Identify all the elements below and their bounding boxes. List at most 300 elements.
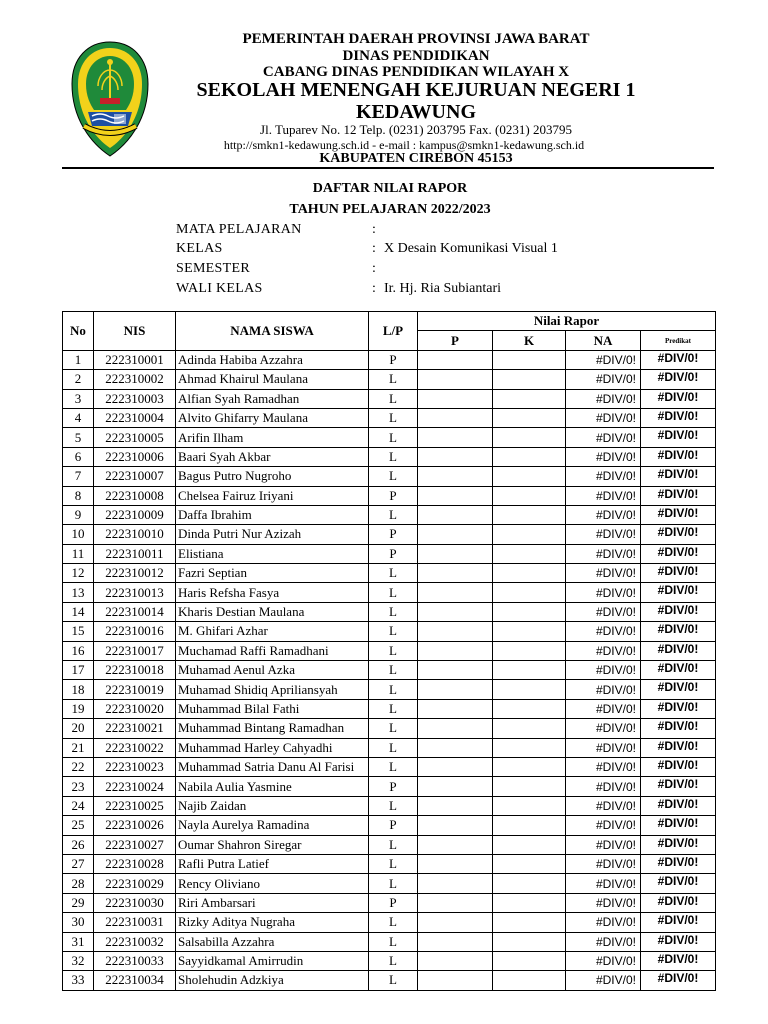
- col-header-report-grades: Nilai Rapor: [418, 312, 716, 331]
- cell-no: 10: [63, 525, 94, 544]
- cell-no: 24: [63, 796, 94, 815]
- cell-nis: 222310034: [94, 971, 176, 990]
- cell-gender: L: [369, 641, 418, 660]
- cell-gender: L: [369, 951, 418, 970]
- cell-k: [493, 467, 566, 486]
- table-row: [63, 719, 716, 738]
- cell-no: 32: [63, 951, 94, 970]
- cell-name: Muhammad Bilal Fathi: [176, 699, 369, 718]
- info-label: KELAS: [176, 241, 223, 256]
- table-row: [63, 641, 716, 660]
- cell-name: Chelsea Fairuz Iriyani: [176, 486, 369, 505]
- cell-na: #DIV/0!: [566, 583, 641, 602]
- info-colon: :: [372, 261, 376, 276]
- cell-name: Bagus Putro Nugroho: [176, 467, 369, 486]
- cell-k: [493, 389, 566, 408]
- cell-no: 12: [63, 564, 94, 583]
- cell-predicate: #DIV/0!: [641, 622, 716, 641]
- cell-predicate: #DIV/0!: [641, 699, 716, 718]
- cell-na: #DIV/0!: [566, 932, 641, 951]
- cell-nis: 222310025: [94, 796, 176, 815]
- cell-gender: P: [369, 816, 418, 835]
- cell-k: [493, 738, 566, 757]
- cell-p: [418, 447, 493, 466]
- school-name-line-2: KEDAWUNG: [355, 101, 476, 123]
- cell-na: #DIV/0!: [566, 641, 641, 660]
- table-row: [63, 525, 716, 544]
- cell-na: #DIV/0!: [566, 816, 641, 835]
- col-header-na: NA: [566, 331, 641, 350]
- cell-p: [418, 796, 493, 815]
- cell-p: [418, 719, 493, 738]
- cell-na: #DIV/0!: [566, 602, 641, 621]
- cell-predicate: #DIV/0!: [641, 641, 716, 660]
- cell-nis: 222310028: [94, 854, 176, 873]
- cell-predicate: #DIV/0!: [641, 835, 716, 854]
- cell-k: [493, 835, 566, 854]
- cell-predicate: #DIV/0!: [641, 544, 716, 563]
- cell-predicate: #DIV/0!: [641, 893, 716, 912]
- table-row: [63, 913, 716, 932]
- cell-gender: P: [369, 525, 418, 544]
- cell-p: [418, 389, 493, 408]
- document-title: DAFTAR NILAI RAPOR: [312, 181, 468, 196]
- cell-na: #DIV/0!: [566, 622, 641, 641]
- cell-na: #DIV/0!: [566, 564, 641, 583]
- cell-p: [418, 835, 493, 854]
- cell-p: [418, 913, 493, 932]
- cell-gender: L: [369, 738, 418, 757]
- cell-name: Muhamad Aenul Azka: [176, 661, 369, 680]
- info-label: MATA PELAJARAN: [176, 222, 302, 237]
- cell-gender: L: [369, 447, 418, 466]
- cell-name: Najib Zaidan: [176, 796, 369, 815]
- cell-predicate: #DIV/0!: [641, 467, 716, 486]
- cell-name: Alfian Syah Ramadhan: [176, 389, 369, 408]
- cell-no: 5: [63, 428, 94, 447]
- cell-p: [418, 777, 493, 796]
- cell-k: [493, 893, 566, 912]
- cell-no: 14: [63, 602, 94, 621]
- cell-p: [418, 932, 493, 951]
- cell-no: 15: [63, 622, 94, 641]
- cell-p: [418, 816, 493, 835]
- cell-k: [493, 932, 566, 951]
- cell-name: Haris Refsha Fasya: [176, 583, 369, 602]
- cell-predicate: #DIV/0!: [641, 428, 716, 447]
- cell-na: #DIV/0!: [566, 893, 641, 912]
- table-row: [63, 428, 716, 447]
- cell-gender: L: [369, 835, 418, 854]
- cell-k: [493, 680, 566, 699]
- cell-nis: 222310011: [94, 544, 176, 563]
- table-row: [63, 389, 716, 408]
- cell-name: Nabila Aulia Yasmine: [176, 777, 369, 796]
- cell-nis: 222310016: [94, 622, 176, 641]
- cell-name: Baari Syah Akbar: [176, 447, 369, 466]
- cell-na: #DIV/0!: [566, 370, 641, 389]
- cell-gender: L: [369, 428, 418, 447]
- info-colon: :: [372, 281, 376, 296]
- cell-no: 6: [63, 447, 94, 466]
- cell-predicate: #DIV/0!: [641, 661, 716, 680]
- cell-predicate: #DIV/0!: [641, 350, 716, 369]
- cell-gender: L: [369, 680, 418, 699]
- info-label: WALI KELAS: [176, 281, 263, 296]
- cell-no: 27: [63, 854, 94, 873]
- cell-na: #DIV/0!: [566, 796, 641, 815]
- cell-predicate: #DIV/0!: [641, 738, 716, 757]
- cell-p: [418, 854, 493, 873]
- cell-nis: 222310004: [94, 408, 176, 427]
- table-row: [63, 816, 716, 835]
- cell-k: [493, 777, 566, 796]
- cell-gender: L: [369, 874, 418, 893]
- cell-gender: P: [369, 350, 418, 369]
- cell-k: [493, 486, 566, 505]
- cell-gender: L: [369, 583, 418, 602]
- cell-p: [418, 428, 493, 447]
- cell-nis: 222310003: [94, 389, 176, 408]
- cell-nis: 222310032: [94, 932, 176, 951]
- info-value: X Desain Komunikasi Visual 1: [384, 241, 558, 256]
- cell-nis: 222310017: [94, 641, 176, 660]
- cell-nis: 222310012: [94, 564, 176, 583]
- cell-k: [493, 602, 566, 621]
- cell-predicate: #DIV/0!: [641, 971, 716, 990]
- cell-na: #DIV/0!: [566, 777, 641, 796]
- table-row: [63, 467, 716, 486]
- cell-gender: L: [369, 719, 418, 738]
- cell-gender: L: [369, 505, 418, 524]
- cell-k: [493, 699, 566, 718]
- table-row: [63, 738, 716, 757]
- department-name: DINAS PENDIDIKAN: [342, 48, 490, 64]
- cell-na: #DIV/0!: [566, 525, 641, 544]
- cell-k: [493, 505, 566, 524]
- col-header-predicate: Predikat: [641, 331, 716, 350]
- cell-p: [418, 699, 493, 718]
- cell-no: 3: [63, 389, 94, 408]
- academic-year: TAHUN PELAJARAN 2022/2023: [289, 202, 491, 217]
- cell-name: Ahmad Khairul Maulana: [176, 370, 369, 389]
- cell-nis: 222310031: [94, 913, 176, 932]
- cell-predicate: #DIV/0!: [641, 680, 716, 699]
- cell-gender: L: [369, 699, 418, 718]
- cell-no: 31: [63, 932, 94, 951]
- cell-no: 29: [63, 893, 94, 912]
- col-header-nis: NIS: [94, 312, 176, 351]
- cell-na: #DIV/0!: [566, 350, 641, 369]
- govt-name: PEMERINTAH DAERAH PROVINSI JAWA BARAT: [242, 31, 590, 47]
- cell-k: [493, 796, 566, 815]
- cell-na: #DIV/0!: [566, 447, 641, 466]
- table-row: [63, 544, 716, 563]
- cell-predicate: #DIV/0!: [641, 816, 716, 835]
- cell-p: [418, 622, 493, 641]
- cell-no: 21: [63, 738, 94, 757]
- cell-k: [493, 408, 566, 427]
- table-row: [63, 951, 716, 970]
- cell-predicate: #DIV/0!: [641, 583, 716, 602]
- cell-gender: L: [369, 661, 418, 680]
- cell-no: 22: [63, 757, 94, 776]
- cell-predicate: #DIV/0!: [641, 389, 716, 408]
- table-row: [63, 408, 716, 427]
- cell-na: #DIV/0!: [566, 913, 641, 932]
- cell-predicate: #DIV/0!: [641, 505, 716, 524]
- cell-gender: L: [369, 389, 418, 408]
- cell-nis: 222310005: [94, 428, 176, 447]
- cell-no: 4: [63, 408, 94, 427]
- cell-name: Elistiana: [176, 544, 369, 563]
- cell-na: #DIV/0!: [566, 874, 641, 893]
- table-row: [63, 583, 716, 602]
- cell-predicate: #DIV/0!: [641, 874, 716, 893]
- cell-k: [493, 428, 566, 447]
- cell-name: Muhammad Satria Danu Al Farisi: [176, 757, 369, 776]
- cell-k: [493, 874, 566, 893]
- cell-predicate: #DIV/0!: [641, 854, 716, 873]
- table-row: [63, 932, 716, 951]
- col-header-p: P: [418, 331, 493, 350]
- info-label: SEMESTER: [176, 261, 250, 276]
- cell-p: [418, 602, 493, 621]
- cell-nis: 222310026: [94, 816, 176, 835]
- cell-k: [493, 757, 566, 776]
- cell-predicate: #DIV/0!: [641, 370, 716, 389]
- cell-na: #DIV/0!: [566, 486, 641, 505]
- cell-no: 25: [63, 816, 94, 835]
- cell-name: Riri Ambarsari: [176, 893, 369, 912]
- table-row: [63, 874, 716, 893]
- cell-name: Muhamad Shidiq Apriliansyah: [176, 680, 369, 699]
- cell-na: #DIV/0!: [566, 757, 641, 776]
- school-name-line-1: SEKOLAH MENENGAH KEJURUAN NEGERI 1: [196, 79, 636, 101]
- table-row: [63, 486, 716, 505]
- cell-nis: 222310033: [94, 951, 176, 970]
- regency-postcode: KABUPATEN CIREBON 45153: [319, 151, 513, 166]
- cell-na: #DIV/0!: [566, 854, 641, 873]
- school-address: Jl. Tuparev No. 12 Telp. (0231) 203795 Fax. (0231) 203795: [260, 122, 572, 137]
- cell-k: [493, 544, 566, 563]
- cell-na: #DIV/0!: [566, 389, 641, 408]
- cell-predicate: #DIV/0!: [641, 913, 716, 932]
- cell-name: Kharis Destian Maulana: [176, 602, 369, 621]
- cell-gender: L: [369, 854, 418, 873]
- cell-gender: P: [369, 486, 418, 505]
- table-row: [63, 796, 716, 815]
- cell-p: [418, 408, 493, 427]
- cell-p: [418, 951, 493, 970]
- cell-name: Sayyidkamal Amirrudin: [176, 951, 369, 970]
- cell-name: Muchamad Raffi Ramadhani: [176, 641, 369, 660]
- cell-name: Rency Oliviano: [176, 874, 369, 893]
- table-row: [63, 835, 716, 854]
- cell-k: [493, 719, 566, 738]
- cell-nis: 222310001: [94, 350, 176, 369]
- cell-nis: 222310022: [94, 738, 176, 757]
- cell-k: [493, 661, 566, 680]
- cell-p: [418, 641, 493, 660]
- cell-predicate: #DIV/0!: [641, 932, 716, 951]
- cell-na: #DIV/0!: [566, 544, 641, 563]
- cell-p: [418, 486, 493, 505]
- table-row: [63, 757, 716, 776]
- cell-predicate: #DIV/0!: [641, 719, 716, 738]
- cell-na: #DIV/0!: [566, 738, 641, 757]
- col-header-k: K: [493, 331, 566, 350]
- cell-na: #DIV/0!: [566, 661, 641, 680]
- cell-no: 8: [63, 486, 94, 505]
- cell-name: Rafli Putra Latief: [176, 854, 369, 873]
- cell-no: 1: [63, 350, 94, 369]
- cell-no: 30: [63, 913, 94, 932]
- cell-na: #DIV/0!: [566, 505, 641, 524]
- grades-table: [62, 311, 716, 991]
- cell-no: 16: [63, 641, 94, 660]
- cell-gender: P: [369, 777, 418, 796]
- cell-k: [493, 622, 566, 641]
- cell-na: #DIV/0!: [566, 408, 641, 427]
- cell-gender: L: [369, 408, 418, 427]
- cell-p: [418, 583, 493, 602]
- cell-nis: 222310018: [94, 661, 176, 680]
- cell-p: [418, 971, 493, 990]
- table-row: [63, 447, 716, 466]
- cell-p: [418, 564, 493, 583]
- cell-no: 13: [63, 583, 94, 602]
- cell-name: Fazri Septian: [176, 564, 369, 583]
- cell-predicate: #DIV/0!: [641, 447, 716, 466]
- cell-nis: 222310008: [94, 486, 176, 505]
- cell-nis: 222310014: [94, 602, 176, 621]
- cell-name: Salsabilla Azzahra: [176, 932, 369, 951]
- cell-gender: L: [369, 913, 418, 932]
- cell-gender: L: [369, 757, 418, 776]
- table-row: [63, 699, 716, 718]
- table-body: [63, 350, 716, 990]
- cell-p: [418, 757, 493, 776]
- cell-name: M. Ghifari Azhar: [176, 622, 369, 641]
- table-row: [63, 564, 716, 583]
- cell-nis: 222310030: [94, 893, 176, 912]
- cell-gender: L: [369, 971, 418, 990]
- cell-no: 17: [63, 661, 94, 680]
- table-row: [63, 971, 716, 990]
- table-row: [63, 893, 716, 912]
- cell-no: 2: [63, 370, 94, 389]
- cell-p: [418, 467, 493, 486]
- cell-k: [493, 951, 566, 970]
- cell-gender: P: [369, 544, 418, 563]
- cell-p: [418, 505, 493, 524]
- col-header-name: NAMA SISWA: [176, 312, 369, 351]
- cell-no: 23: [63, 777, 94, 796]
- cell-p: [418, 680, 493, 699]
- cell-predicate: #DIV/0!: [641, 602, 716, 621]
- cell-nis: 222310027: [94, 835, 176, 854]
- branch-name: CABANG DINAS PENDIDIKAN WILAYAH X: [262, 64, 570, 80]
- cell-na: #DIV/0!: [566, 680, 641, 699]
- cell-no: 26: [63, 835, 94, 854]
- table-row: [63, 661, 716, 680]
- cell-no: 11: [63, 544, 94, 563]
- cell-name: Dinda Putri Nur Azizah: [176, 525, 369, 544]
- cell-p: [418, 738, 493, 757]
- table-row: [63, 777, 716, 796]
- cell-no: 9: [63, 505, 94, 524]
- cell-p: [418, 370, 493, 389]
- table-row: [63, 622, 716, 641]
- cell-nis: 222310002: [94, 370, 176, 389]
- cell-na: #DIV/0!: [566, 428, 641, 447]
- cell-k: [493, 854, 566, 873]
- cell-predicate: #DIV/0!: [641, 777, 716, 796]
- cell-p: [418, 893, 493, 912]
- cell-nis: 222310009: [94, 505, 176, 524]
- cell-name: Rizky Aditya Nugraha: [176, 913, 369, 932]
- cell-k: [493, 370, 566, 389]
- cell-gender: L: [369, 622, 418, 641]
- table-row: [63, 680, 716, 699]
- cell-k: [493, 971, 566, 990]
- cell-name: Muhammad Bintang Ramadhan: [176, 719, 369, 738]
- cell-predicate: #DIV/0!: [641, 796, 716, 815]
- cell-nis: 222310021: [94, 719, 176, 738]
- cell-k: [493, 583, 566, 602]
- cell-na: #DIV/0!: [566, 719, 641, 738]
- cell-nis: 222310019: [94, 680, 176, 699]
- table-row: [63, 350, 716, 369]
- cell-no: 33: [63, 971, 94, 990]
- cell-nis: 222310029: [94, 874, 176, 893]
- table-row: [63, 505, 716, 524]
- cell-nis: 222310020: [94, 699, 176, 718]
- cell-k: [493, 525, 566, 544]
- info-value: Ir. Hj. Ria Subiantari: [384, 281, 502, 296]
- cell-gender: L: [369, 370, 418, 389]
- info-colon: :: [372, 241, 376, 256]
- cell-nis: 222310023: [94, 757, 176, 776]
- cell-no: 28: [63, 874, 94, 893]
- letterhead-divider: [62, 167, 714, 169]
- cell-no: 7: [63, 467, 94, 486]
- cell-name: Nayla Aurelya Ramadina: [176, 816, 369, 835]
- cell-name: Adinda Habiba Azzahra: [176, 350, 369, 369]
- cell-predicate: #DIV/0!: [641, 951, 716, 970]
- cell-nis: 222310006: [94, 447, 176, 466]
- cell-k: [493, 564, 566, 583]
- cell-p: [418, 525, 493, 544]
- cell-no: 20: [63, 719, 94, 738]
- cell-nis: 222310024: [94, 777, 176, 796]
- cell-gender: P: [369, 893, 418, 912]
- cell-name: Arifin Ilham: [176, 428, 369, 447]
- cell-nis: 222310010: [94, 525, 176, 544]
- cell-p: [418, 661, 493, 680]
- school-web-email: http://smkn1-kedawung.sch.id - e-mail : kampus@smkn1-kedawung.sch.id: [223, 138, 585, 152]
- cell-na: #DIV/0!: [566, 835, 641, 854]
- cell-k: [493, 913, 566, 932]
- table-row: [63, 370, 716, 389]
- cell-gender: L: [369, 796, 418, 815]
- table-row: [63, 602, 716, 621]
- cell-gender: L: [369, 932, 418, 951]
- cell-name: Oumar Shahron Siregar: [176, 835, 369, 854]
- cell-predicate: #DIV/0!: [641, 486, 716, 505]
- cell-na: #DIV/0!: [566, 699, 641, 718]
